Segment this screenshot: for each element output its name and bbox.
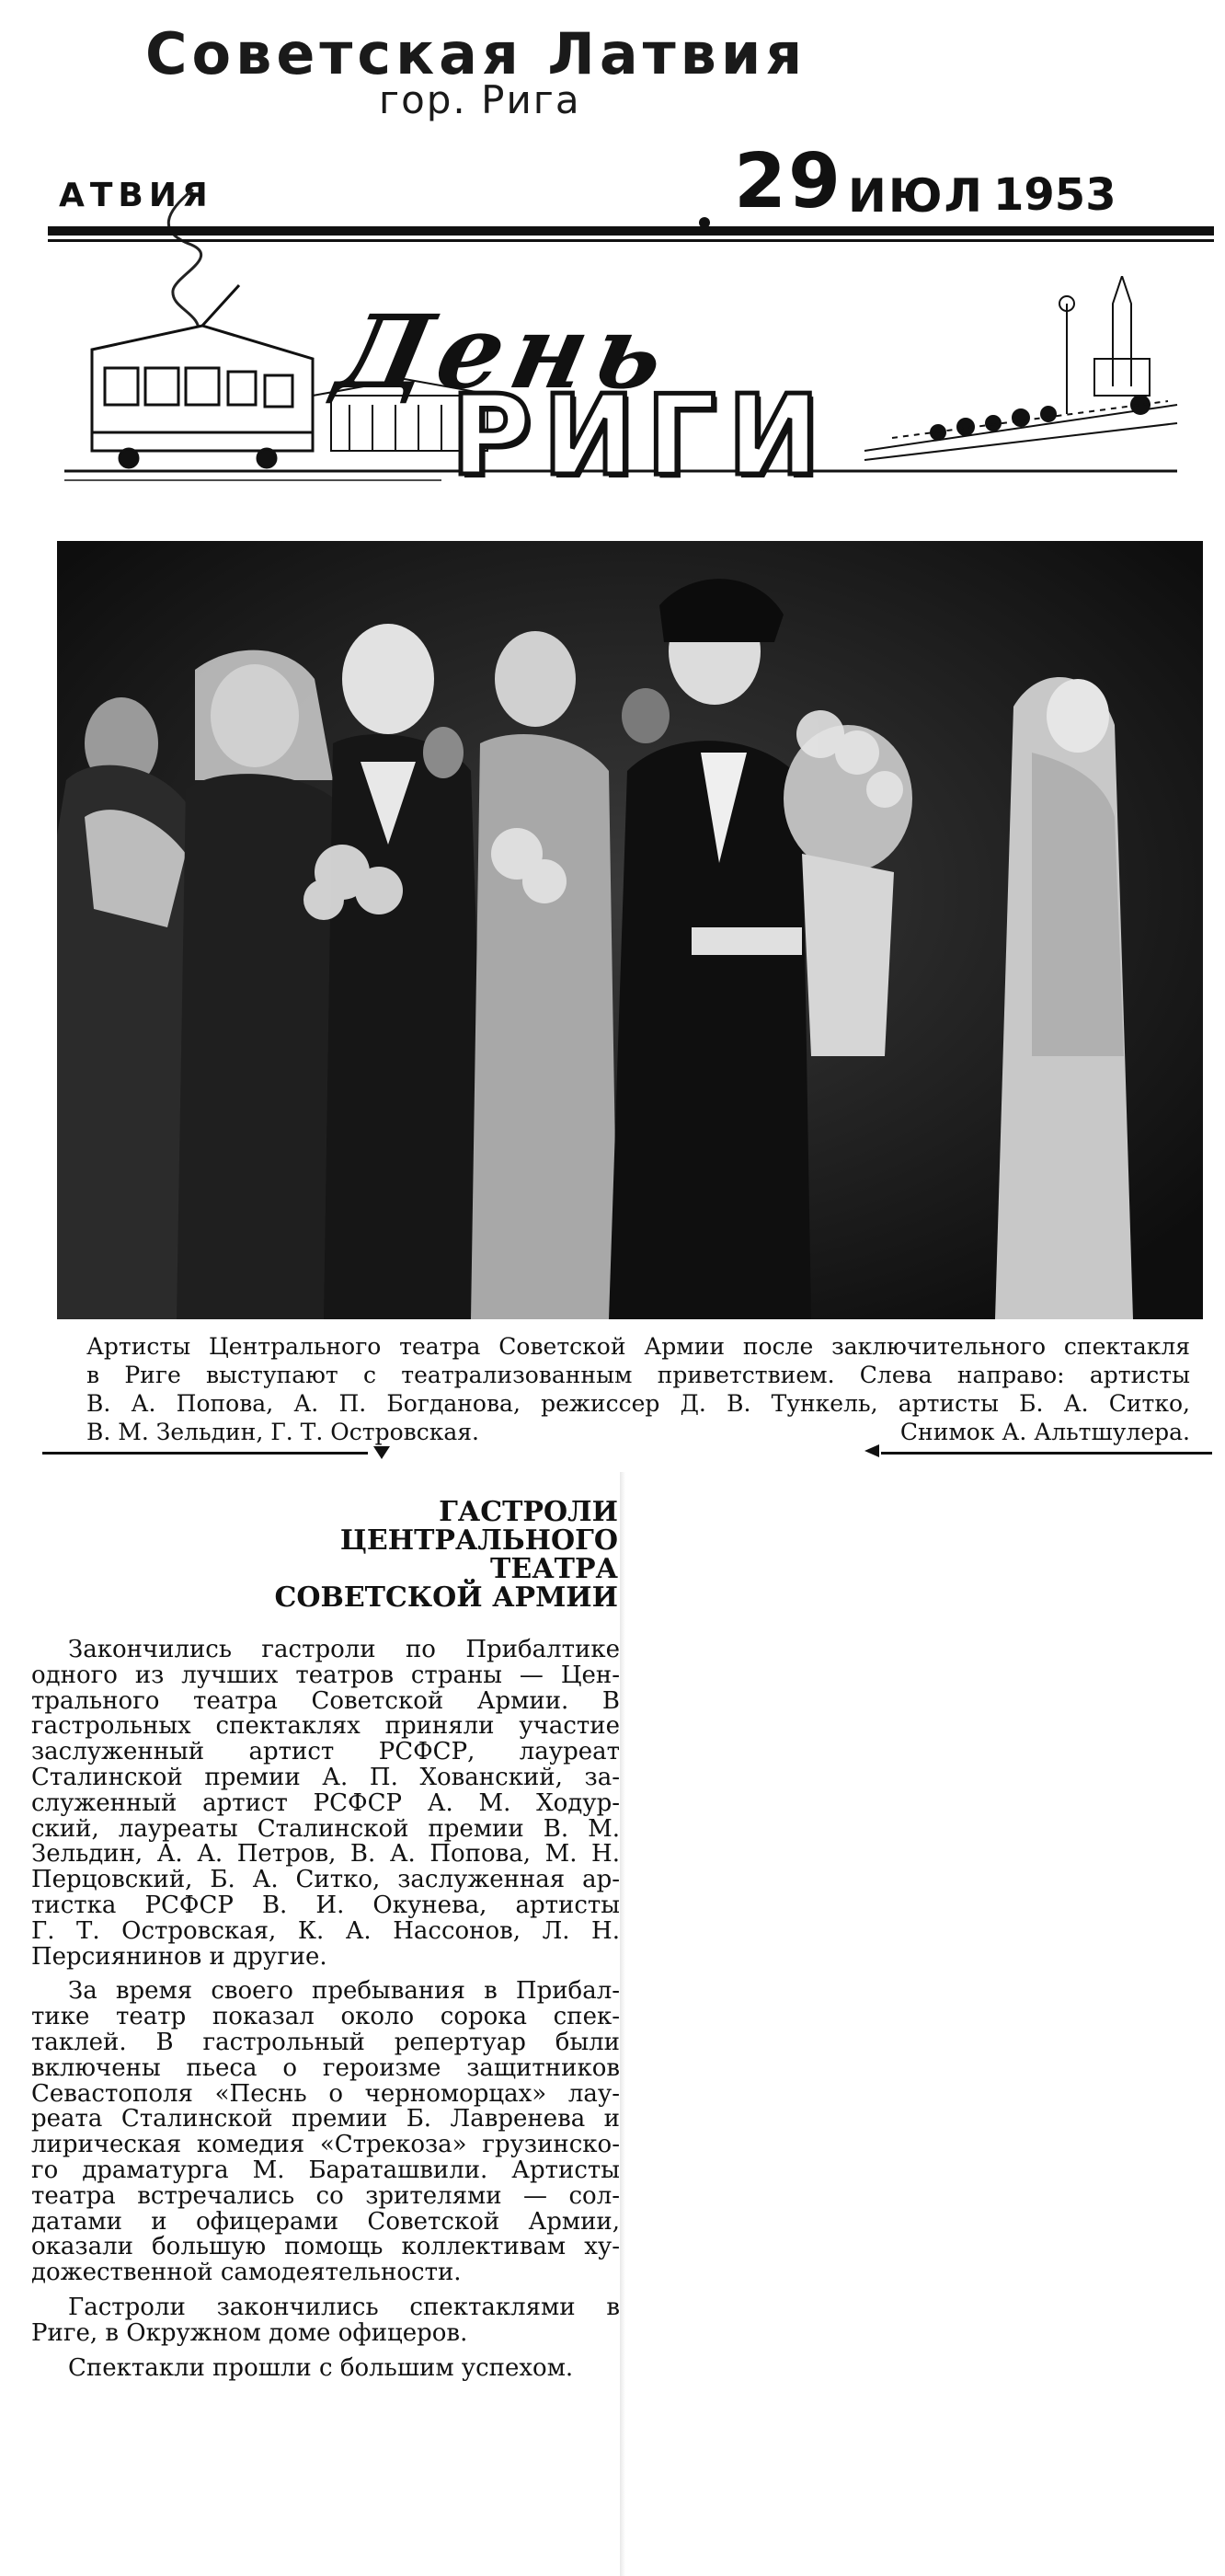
photo-caption-line-4: [86, 1418, 1190, 1446]
text-line: тистка РСФСР В. И. Окунева, артисты: [31, 1891, 620, 1919]
text-line: заслуженный артист РСФСР, лауреат: [31, 1738, 620, 1766]
headline-line: ЦЕНТРАЛЬНОГО: [339, 1524, 618, 1557]
masthead-year: 1953: [993, 169, 1116, 221]
theatre-photo-image: [57, 541, 1203, 1319]
masthead-rule: [48, 226, 1214, 236]
text-line: одного из лучших театров страны — Цен-: [31, 1661, 620, 1689]
text-line: За время своего пребывания в Прибал-: [68, 1977, 620, 2006]
photo-caption: [86, 1332, 1190, 1361]
section-header-den: День: [327, 293, 685, 411]
text-line: лирическая комедия «Стрекоза» грузинско-: [31, 2131, 620, 2159]
text-line: трального театра Советской Армии. В: [31, 1686, 620, 1715]
caption-line-end: В. М. Зельдин, Г. Т. Островская.: [86, 1419, 479, 1445]
caption-line: в Риге выступают с театрализованным приветствием. Слева направо: артисты: [86, 1362, 1190, 1388]
section-header-rigi: РИГИ: [451, 373, 831, 500]
text-line: Персиянинов и другие.: [31, 1942, 327, 1971]
caption-line: Артисты Центрального театра Советской Армии после заключительного спектакля: [86, 1333, 1190, 1360]
caption-rule-marker-left: [864, 1444, 879, 1457]
text-line: Севастополя «Песнь о черноморцах» лау-: [31, 2079, 620, 2108]
text-line: Спектакли прошли с большим успехом.: [68, 2353, 574, 2382]
caption-rule-right: [881, 1452, 1212, 1455]
text-line: таклей. В гастрольный репертуар были: [31, 2028, 620, 2056]
photo-caption-line-2: [86, 1361, 1190, 1389]
text-line: го драматурга М. Бараташвили. Артисты: [31, 2156, 620, 2184]
text-line: Гастроли закончились спектаклями в: [68, 2293, 620, 2321]
article-paragraph: [31, 2353, 620, 2382]
caption-line: В. А. Попова, А. П. Богданова, режиссер Д. В. Тункель, артисты Б. А. Ситко,: [86, 1390, 1190, 1417]
masthead-day: 29: [734, 138, 843, 225]
caption-rule-marker-down: [373, 1446, 390, 1459]
article-paragraph: [31, 1638, 620, 1970]
masthead-rule-thin: [48, 239, 1214, 242]
article-headline: [221, 1498, 618, 1612]
text-line: ский, лауреаты Сталинской премии В. М.: [31, 1814, 620, 1843]
text-line: тике театр показал около сорока спек-: [31, 2003, 620, 2031]
caption-rule-left: [42, 1452, 368, 1455]
masthead-month: ИЮЛ: [848, 169, 985, 223]
masthead-fragment: АТВИЯ: [59, 177, 213, 214]
text-line: Перцовский, Б. А. Ситко, заслуженная ар-: [31, 1866, 620, 1894]
text-line: реата Сталинской премии Б. Лавренева и: [31, 2105, 620, 2133]
photo-caption-line-3: [86, 1389, 1190, 1418]
article-body: [31, 1638, 620, 2381]
column-edge: [620, 1472, 625, 2576]
article-paragraph: [31, 2295, 620, 2347]
text-line: датами и офицерами Советской Армии,: [31, 2207, 620, 2236]
stamp-city: гор. Рига: [379, 77, 581, 122]
text-line: театра встречались со зрителями — сол-: [31, 2181, 620, 2210]
text-line: Риге, в Окружном доме офицеров.: [31, 2318, 468, 2347]
text-line: оказали большую помощь коллективам ху-: [31, 2233, 620, 2261]
photo-credit: Снимок А. Альтшулера.: [899, 1419, 1190, 1445]
text-line: дожественной самодеятельности.: [31, 2259, 462, 2287]
text-line: Закончились гастроли по Прибалтике: [68, 1636, 620, 1663]
headline-line: ГАСТРОЛИ: [439, 1496, 618, 1528]
headline-line: ТЕАТРА: [490, 1553, 618, 1585]
text-line: Г. Т. Островская, К. А. Нассонов, Л. Н.: [31, 1916, 620, 1945]
article-paragraph: [31, 1979, 620, 2286]
text-line: служенный артист РСФСР А. М. Ходур-: [31, 1788, 620, 1817]
text-line: гастрольных спектаклях приняли участие: [31, 1712, 620, 1741]
theatre-photo: [57, 541, 1203, 1319]
text-line: Сталинской премии А. П. Хованский, за-: [31, 1763, 620, 1791]
text-line: включены пьеса о героизме защитников: [31, 2053, 620, 2082]
text-line: Зельдин, А. А. Петров, В. А. Попова, М. Н.: [31, 1840, 620, 1869]
stamp-newspaper-name: Советская Латвия: [145, 20, 807, 87]
headline-line: СОВЕТСКОЙ АРМИИ: [274, 1581, 618, 1614]
